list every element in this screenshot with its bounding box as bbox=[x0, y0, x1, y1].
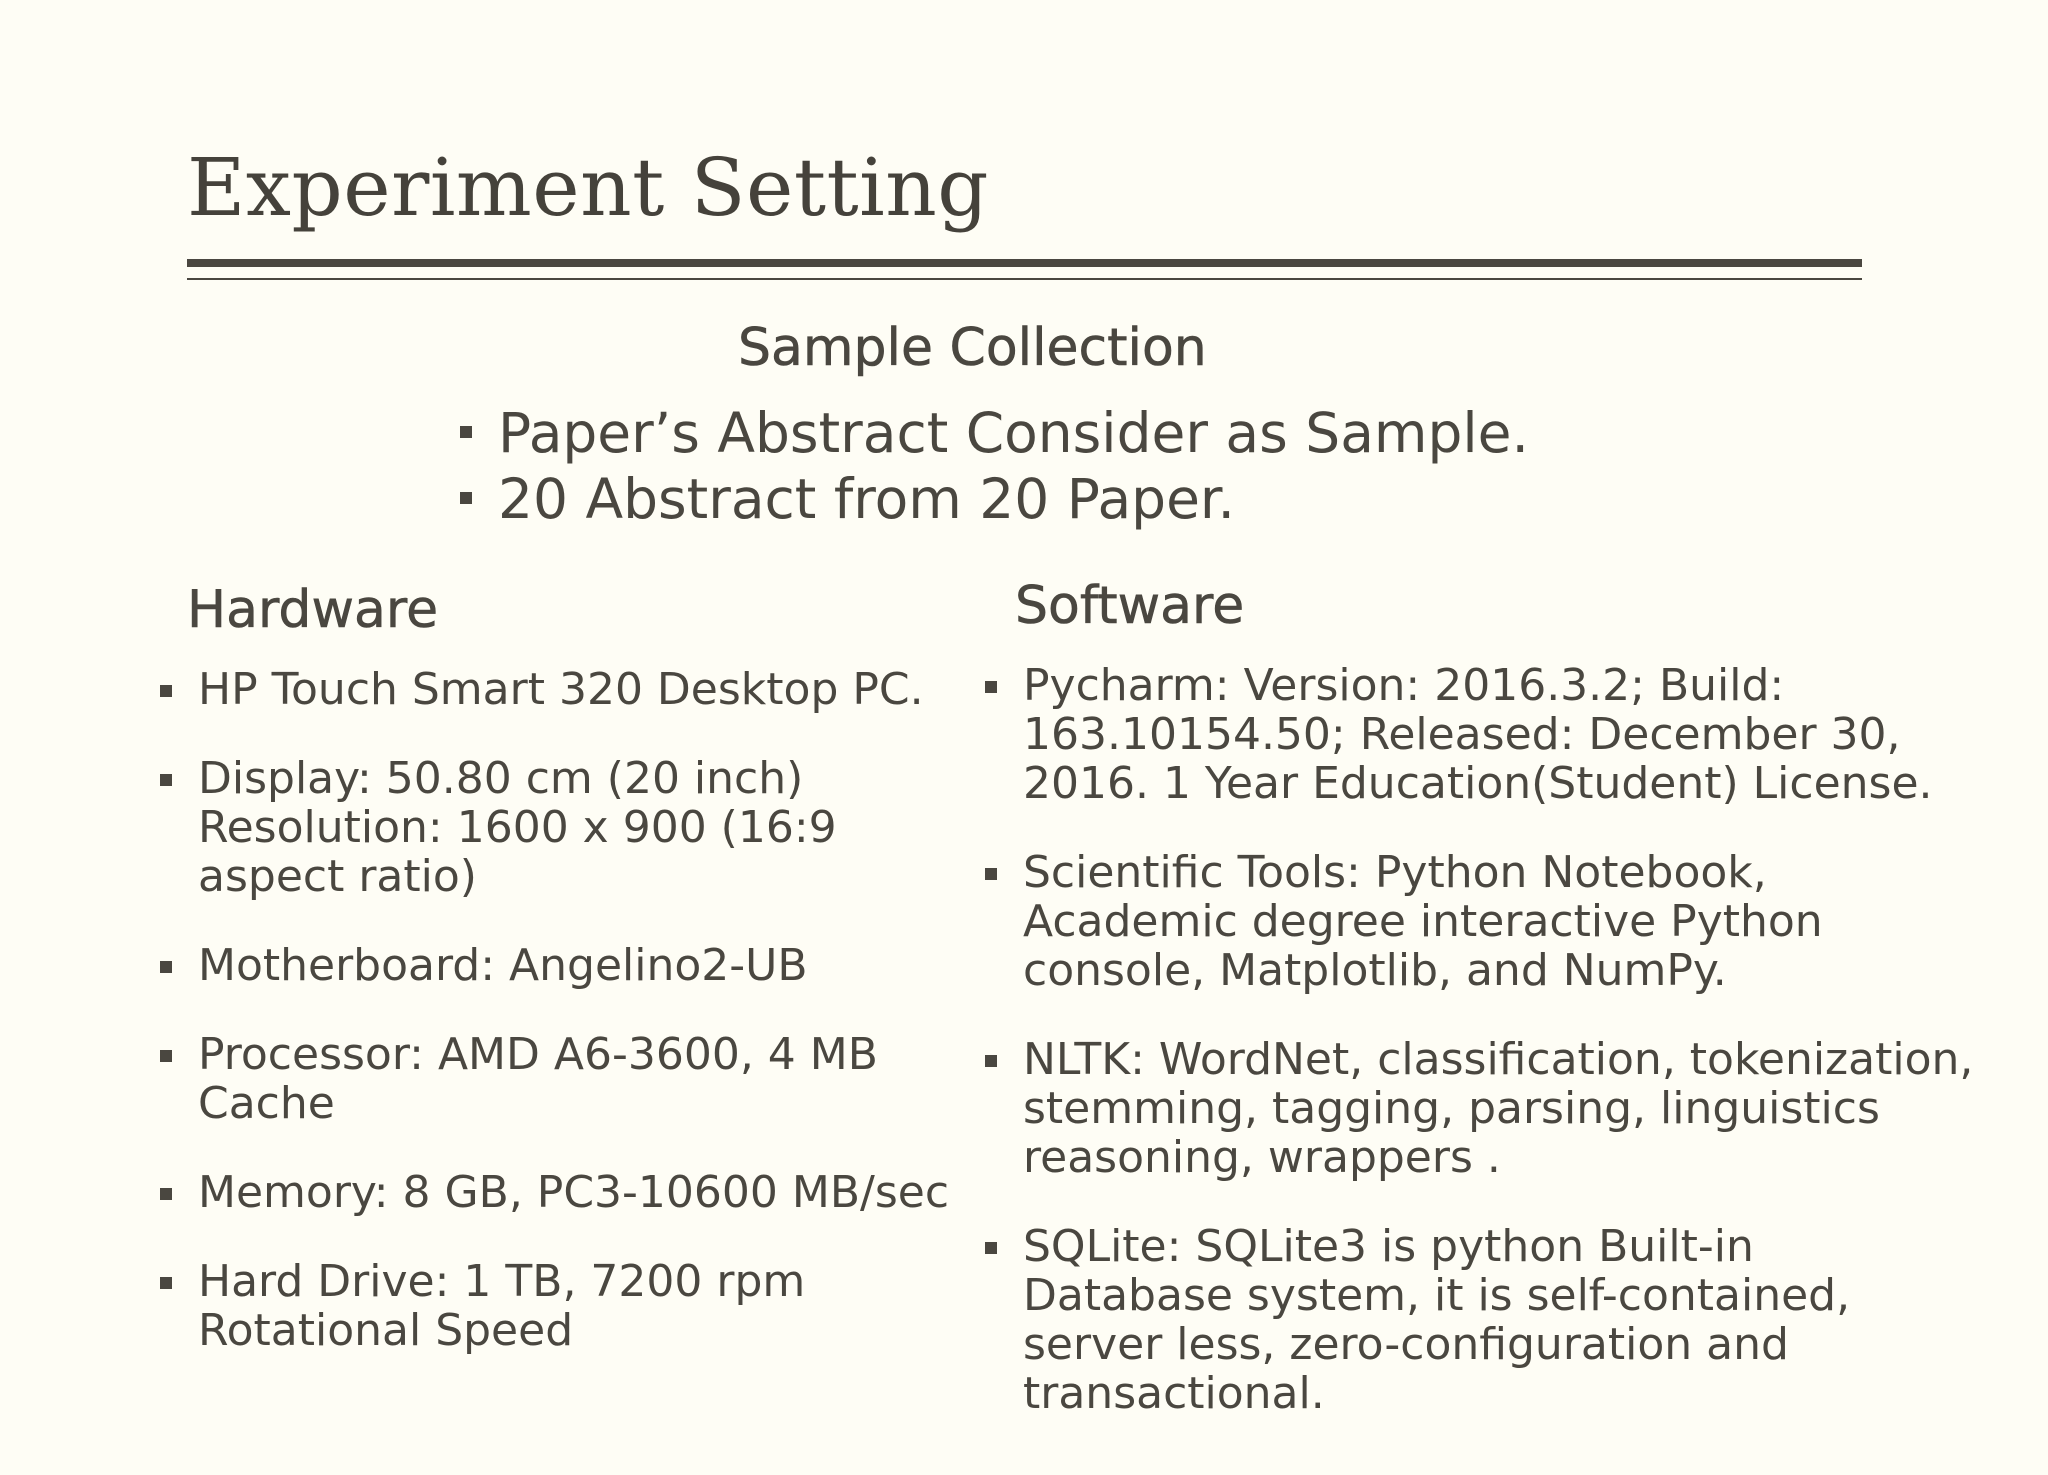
square-bullet-icon bbox=[985, 1055, 997, 1067]
list-item bbox=[985, 661, 1985, 808]
list-item bbox=[160, 941, 960, 990]
sample-collection-heading: Sample Collection bbox=[738, 318, 1207, 378]
list-item-text: Paper’s Abstract Consider as Sample. bbox=[498, 401, 1529, 465]
list-item bbox=[160, 665, 960, 714]
list-item bbox=[160, 754, 960, 901]
list-item-text: Scientific Tools: Python Notebook, Academic degree interactive Python console, Matplotlib, and NumPy. bbox=[1023, 847, 1823, 996]
square-bullet-icon bbox=[160, 1050, 172, 1062]
title-divider-thin bbox=[187, 278, 1862, 280]
list-item-text: NLTK: WordNet, classification, tokenization, stemming, tagging, parsing, linguistics reasoning, wrappers . bbox=[1023, 1034, 1974, 1183]
list-item bbox=[460, 400, 1560, 466]
square-bullet-icon bbox=[160, 1277, 172, 1289]
slide-title: Experiment Setting bbox=[187, 141, 989, 234]
list-item-text: 20 Abstract from 20 Paper. bbox=[498, 467, 1235, 531]
square-bullet-icon bbox=[985, 1242, 997, 1254]
software-heading: Software bbox=[1015, 576, 1245, 636]
square-bullet-icon bbox=[160, 685, 172, 697]
list-item bbox=[985, 848, 1985, 995]
sample-collection-list bbox=[460, 400, 1560, 532]
hardware-heading: Hardware bbox=[187, 580, 439, 640]
square-bullet-icon bbox=[160, 774, 172, 786]
list-item-text: Hard Drive: 1 TB, 7200 rpm Rotational Speed bbox=[198, 1256, 806, 1356]
square-bullet-icon bbox=[985, 868, 997, 880]
list-item bbox=[160, 1257, 960, 1355]
square-bullet-icon bbox=[985, 681, 997, 693]
list-item bbox=[460, 466, 1560, 532]
square-bullet-icon bbox=[460, 426, 472, 438]
square-bullet-icon bbox=[160, 961, 172, 973]
title-divider-thick bbox=[187, 259, 1862, 267]
list-item-text: Display: 50.80 cm (20 inch) Resolution: 1600 x 900 (16:9 aspect ratio) bbox=[198, 753, 837, 902]
list-item bbox=[160, 1030, 960, 1128]
list-item-text: Motherboard: Angelino2-UB bbox=[198, 940, 808, 991]
list-item bbox=[160, 1168, 960, 1217]
square-bullet-icon bbox=[160, 1188, 172, 1200]
list-item-text: Pycharm: Version: 2016.3.2; Build: 163.10154.50; Released: December 30, 2016. 1 Year Education(Student) License. bbox=[1023, 660, 1933, 809]
list-item bbox=[985, 1035, 1985, 1182]
square-bullet-icon bbox=[460, 492, 472, 504]
software-list bbox=[985, 661, 1985, 1458]
hardware-list bbox=[160, 665, 960, 1395]
list-item-text: Memory: 8 GB, PC3-10600 MB/sec bbox=[198, 1167, 950, 1218]
list-item-text: HP Touch Smart 320 Desktop PC. bbox=[198, 664, 924, 715]
list-item-text: Processor: AMD A6-3600, 4 MB Cache bbox=[198, 1029, 878, 1129]
list-item-text: SQLite: SQLite3 is python Built-in Database system, it is self-contained, server less, zero-configuration and transactional. bbox=[1023, 1221, 1851, 1419]
list-item bbox=[985, 1222, 1985, 1418]
